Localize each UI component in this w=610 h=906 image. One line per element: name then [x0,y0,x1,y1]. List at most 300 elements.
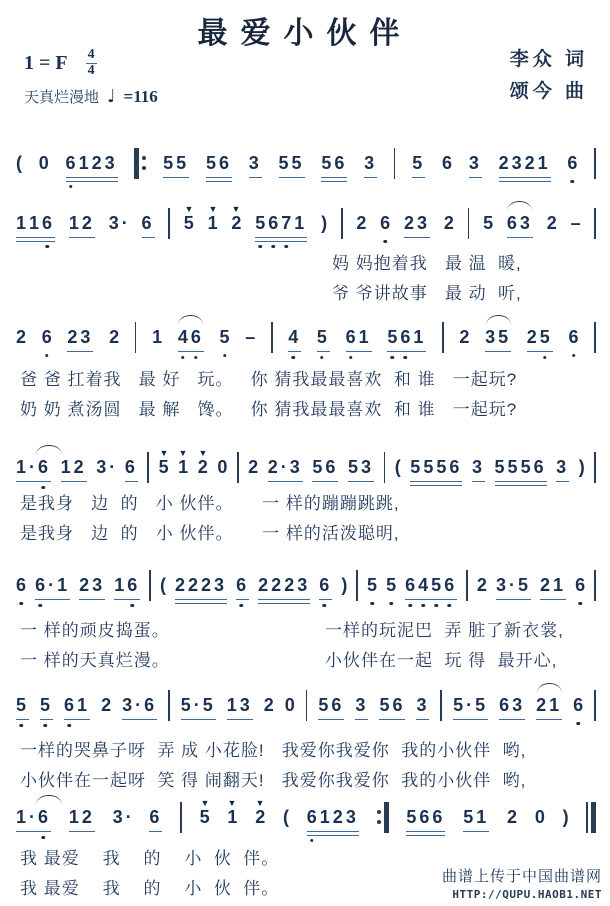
note-group [16,574,26,596]
note-char: ▼ 2 [231,212,241,234]
note-char: 3 [297,575,308,595]
note-group [355,694,368,716]
note-char: 5 [423,457,434,477]
note-group [163,152,189,174]
note-char: 2 [524,153,535,173]
note-char: 6 [38,457,49,477]
lyric-line: 一 样的顽皮捣蛋。 [20,621,170,640]
note-group [69,212,95,234]
note-group [556,456,569,478]
note-group [567,152,577,174]
note-char: 5 [219,327,230,347]
barline-s [306,688,308,722]
note-char: 3 [485,327,496,347]
note-char: 5 [463,807,474,827]
note-char: 1 [226,695,237,715]
note-char: 2 [201,575,212,595]
note-char: 3 [122,695,133,715]
note-group [453,694,488,716]
note-group [178,456,188,478]
note-char: 5 [539,327,550,347]
note-group [42,326,52,348]
note-group [346,326,372,348]
note-group [255,806,265,828]
lyric-line: 我 最爱 我 的 小 伙 伴。 [20,879,280,898]
slur-arc [486,315,511,325]
note-char: 2 [284,575,295,595]
note-group [379,694,405,716]
notation-symbol [579,456,585,478]
barline-s [341,206,343,240]
credit-lyricist: 李众 词 [509,49,588,70]
note-char: 4 [418,575,429,595]
note-char: 6 [190,327,201,347]
note-char: 5 [176,153,187,173]
note-char: 6 [334,153,345,173]
note-char: 1 [152,327,163,347]
note-char: 1 [294,213,305,233]
note-char: 5 [163,153,174,173]
note-char: 2 [81,213,92,233]
note-char: 5 [498,327,509,347]
note-char: 3 [248,153,259,173]
note-char: 2 [79,575,90,595]
note-group [109,212,128,234]
note-char: 2 [16,327,27,347]
note-char: 3 [108,213,119,233]
note-group [227,806,237,828]
note-group [125,456,138,478]
time-signature-numerator: 4 [87,47,95,62]
note-char: 6 [533,457,544,477]
music-line-3 [16,322,596,352]
note-group [527,326,553,348]
note-char: 2 [404,213,415,233]
barline-s [180,800,182,834]
note-char: 6 [405,575,416,595]
note-group [181,694,216,716]
note-group [200,806,210,828]
note-char: 6 [306,807,317,827]
barline-re [377,800,389,834]
note-group [386,574,396,596]
note-group [69,806,95,828]
note-group [227,694,253,716]
note-char: 3 [468,153,479,173]
note-group [406,806,445,828]
footer-url: HTTP://QUPU.HAOB1.NET [452,888,602,901]
note-group [16,456,51,478]
notation-symbol [16,152,22,174]
note-char: 2 [507,807,518,827]
note-char: 6 [127,575,138,595]
barline-s [440,688,442,722]
note-char: 5 [517,575,528,595]
note-char: 5 [316,327,327,347]
note-char: ▼ 1 [227,806,237,828]
note-char: 6 [331,695,342,715]
note-char: 5 [205,153,216,173]
note-group [547,212,557,234]
note-char: 2 [526,327,537,347]
note-char: 2 [91,153,102,173]
note-char: 3 [495,575,506,595]
note-group [312,456,338,478]
note-group [321,152,347,174]
note-char: 2 [67,327,78,347]
note-group [442,152,452,174]
note-char: 6 [442,153,453,173]
note-char: 3 [80,327,91,347]
credits [510,44,588,109]
slur-arc [36,445,61,455]
note-char: 6 [42,213,53,233]
note-char: 5 [40,695,51,715]
music-line-7 [16,802,596,832]
note-char: 5 [507,457,518,477]
note-group [496,574,531,596]
note-char: · [135,695,142,715]
note-group [16,806,51,828]
note-char: · [508,575,515,595]
note-group [387,326,426,348]
note-char: ( [16,153,22,173]
note-char: ( [282,807,289,827]
note-group [39,152,49,174]
note-group [404,212,430,234]
note-group [96,456,115,478]
note-char: 6 [64,695,75,715]
note-group [16,694,29,716]
note-group [459,326,469,348]
note-group [231,212,241,234]
note-char: 5 [347,457,358,477]
note-group [16,326,26,348]
note-char: 3 [556,457,567,477]
note-group [317,326,330,348]
note-group [288,326,301,348]
note-char: 3 [512,695,523,715]
note-group [79,574,105,596]
note-char: 5 [483,213,494,233]
note-char: ) [341,575,348,595]
note-char: 2 [332,807,343,827]
note-char: 6 [124,457,135,477]
note-char: 5 [321,153,332,173]
note-char: 3 [360,457,371,477]
note-char: 6 [392,695,403,715]
note-char: 2 [188,575,199,595]
note-char: 5 [453,695,464,715]
note-char: 1 [358,327,369,347]
note-char: ▼ 5 [184,212,194,234]
note-group [575,574,585,596]
note-group [348,456,374,478]
note-group [255,212,307,234]
note-char: 1 [78,153,89,173]
barline-s [168,206,170,240]
note-char: 6 [65,153,76,173]
note-group [472,456,485,478]
notation-symbol [571,212,581,234]
note-char: 6 [400,327,411,347]
note-char: 5 [367,575,378,595]
note-char: 5 [412,153,423,173]
note-char: 3 [511,153,522,173]
note-group [540,574,566,596]
note-char: 3 [345,807,356,827]
lyric-line: 小伙伴在一起 玩 得 最开心, [325,651,558,670]
note-char: 2 [248,457,259,477]
note-char: 3 [416,695,427,715]
note-char: 3 [364,153,375,173]
barline-s [168,688,170,722]
note-char: 3 [417,213,428,233]
notation-symbol [160,574,166,596]
note-char: 2 [476,575,487,595]
note-group [178,326,204,348]
note-char: 1 [553,575,564,595]
note-char: 0 [217,457,228,477]
note-group [66,152,118,174]
note-char: 6 [345,327,356,347]
note-char: 5 [494,457,505,477]
note-char: 6 [325,457,336,477]
note-group [61,456,87,478]
note-char: · [109,457,116,477]
note-char: 3 [214,575,225,595]
note-group [142,212,155,234]
note-char: 5 [180,695,191,715]
note-group [101,694,111,716]
note-char: 6 [568,327,579,347]
barline-s [594,146,596,180]
note-char: · [48,575,55,595]
note-char: 6 [41,327,52,347]
barline-s [442,320,444,354]
note-char: 6 [573,695,584,715]
note-char: 6 [144,695,155,715]
note-char: 1 [68,807,79,827]
note-group [113,806,132,828]
note-char: · [29,457,36,477]
note-char: 6 [575,575,586,595]
music-line-2 [16,208,596,238]
note-char: 0 [284,695,295,715]
note-group [198,456,208,478]
music-line-6 [16,690,596,720]
notation-symbol [283,806,289,828]
note-group [412,152,425,174]
slur-arc [36,795,61,805]
note-group [258,574,310,596]
note-char: 1 [16,213,27,233]
note-char: 1 [60,457,71,477]
barline-fin [586,800,596,834]
note-group [184,212,194,234]
note-char: · [280,457,287,477]
time-signature-denominator: 4 [87,62,95,78]
note-char: ▼ 5 [159,456,169,478]
note-char: 2 [536,695,547,715]
lyric-line: 爷 爷讲故事 最 动 听, [332,284,522,303]
note-char: 1 [68,213,79,233]
note-char: · [121,213,128,233]
note-group [16,212,55,234]
note-char: – [245,327,256,347]
lyric-line: 一样的玩泥巴 弄 脏了新衣裳, [325,621,564,640]
note-char: 6 [444,575,455,595]
note-char: 5 [318,695,329,715]
slur-arc [507,201,532,211]
note-char: · [193,695,200,715]
note-char: 2 [459,327,470,347]
note-group [507,212,533,234]
note-char: 5 [386,575,397,595]
note-char: 6 [419,807,430,827]
note-char: 2 [443,213,454,233]
note-group [175,574,227,596]
note-char: 2 [258,575,269,595]
note-char: ▼ 1 [208,212,218,234]
note-group [248,456,258,478]
lyric-line: 妈 妈抱着我 最 温 暖, [332,254,522,273]
note-char: 3 [104,153,115,173]
note-char: 1 [16,807,27,827]
note-char: 1 [413,327,424,347]
note-char: 4 [177,327,188,347]
note-group [444,212,454,234]
barline-rs [134,146,146,180]
note-group [149,806,162,828]
note-char: 5 [410,457,421,477]
barline-s [384,450,386,484]
note-group [285,694,295,716]
note-char: 1 [16,457,27,477]
note-char: 6 [16,575,27,595]
note-char: ) [562,807,569,827]
note-group [410,456,462,478]
note-group [536,694,562,716]
note-group [477,574,487,596]
note-char: 3 [519,213,530,233]
note-char: 6 [218,153,229,173]
lyric-line: 是我身 边 的 小 伙伴。 一 样的活泼聪明, [20,524,400,543]
barline-s [271,320,273,354]
barline-s [135,320,137,354]
barline-s [394,146,396,180]
note-group [236,574,249,596]
note-group [380,212,390,234]
note-char: 6 [149,807,160,827]
note-char: 6 [499,695,510,715]
note-char: 1 [57,575,68,595]
key-signature [24,48,97,78]
credit-composer: 颂今 曲 [509,81,588,103]
note-char: ) [578,457,585,477]
note-group [67,326,93,348]
note-char: 5 [520,457,531,477]
note-group [268,456,303,478]
quarter-note-icon: ♩ [107,86,116,107]
note-char: 5 [278,153,289,173]
note-char: 5 [312,457,323,477]
barline-s [356,568,358,602]
tempo-expression: 天真烂漫地 [24,89,100,106]
note-group [152,326,162,348]
note-char: ( [159,575,166,595]
barline-s [237,450,239,484]
note-char: 1 [29,213,40,233]
note-char: 7 [281,213,292,233]
note-group [318,694,344,716]
slur-arc [178,315,203,325]
note-char: 5 [431,575,442,595]
note-char: 3 [96,457,107,477]
barline-s [466,568,468,602]
note-char: 6 [38,807,49,827]
note-char: 2 [109,327,120,347]
barline-s [468,206,470,240]
note-group [367,574,377,596]
note-group [495,456,547,478]
footer-watermark [442,865,602,901]
note-group [483,212,493,234]
note-char: · [466,695,473,715]
page-title: 最爱小伙伴 [197,17,413,50]
barline-s [149,568,151,602]
note-group [573,694,583,716]
note-char: ▼ 2 [198,456,208,478]
note-char: 1 [114,575,125,595]
note-group [364,152,377,174]
barline-s [594,206,596,240]
note-char: 3 [112,807,123,827]
note-group [463,806,489,828]
lyric-line: 一 样的天真烂漫。 [20,651,170,670]
note-char: ▼ 5 [200,806,210,828]
note-char: 5 [387,327,398,347]
note-group [208,212,218,234]
note-char: 6 [35,575,46,595]
note-group [159,456,169,478]
note-char: 5 [475,695,486,715]
lyric-line: 是我身 边 的 小 伙伴。 一 样的蹦蹦跳跳, [20,494,400,513]
note-group [416,694,429,716]
note-group [356,212,366,234]
note-char: 2 [73,457,84,477]
note-group [485,326,511,348]
note-char: 5 [255,213,266,233]
note-group [569,326,579,348]
notation-symbol [245,326,255,348]
note-group [217,456,227,478]
note-char: 6 [432,807,443,827]
note-char: 5 [406,807,417,827]
note-char: 2 [174,575,185,595]
barline-s [594,450,596,484]
note-group [307,806,359,828]
note-char: 5 [436,457,447,477]
note-group [40,694,53,716]
note-char: 2 [263,695,274,715]
note-group [499,694,525,716]
time-signature [86,48,97,78]
note-char: 6 [380,213,391,233]
tempo [24,86,158,107]
footer-site-name: 曲谱上传于中国曲谱网 [441,868,602,885]
notation-symbol [321,212,327,234]
